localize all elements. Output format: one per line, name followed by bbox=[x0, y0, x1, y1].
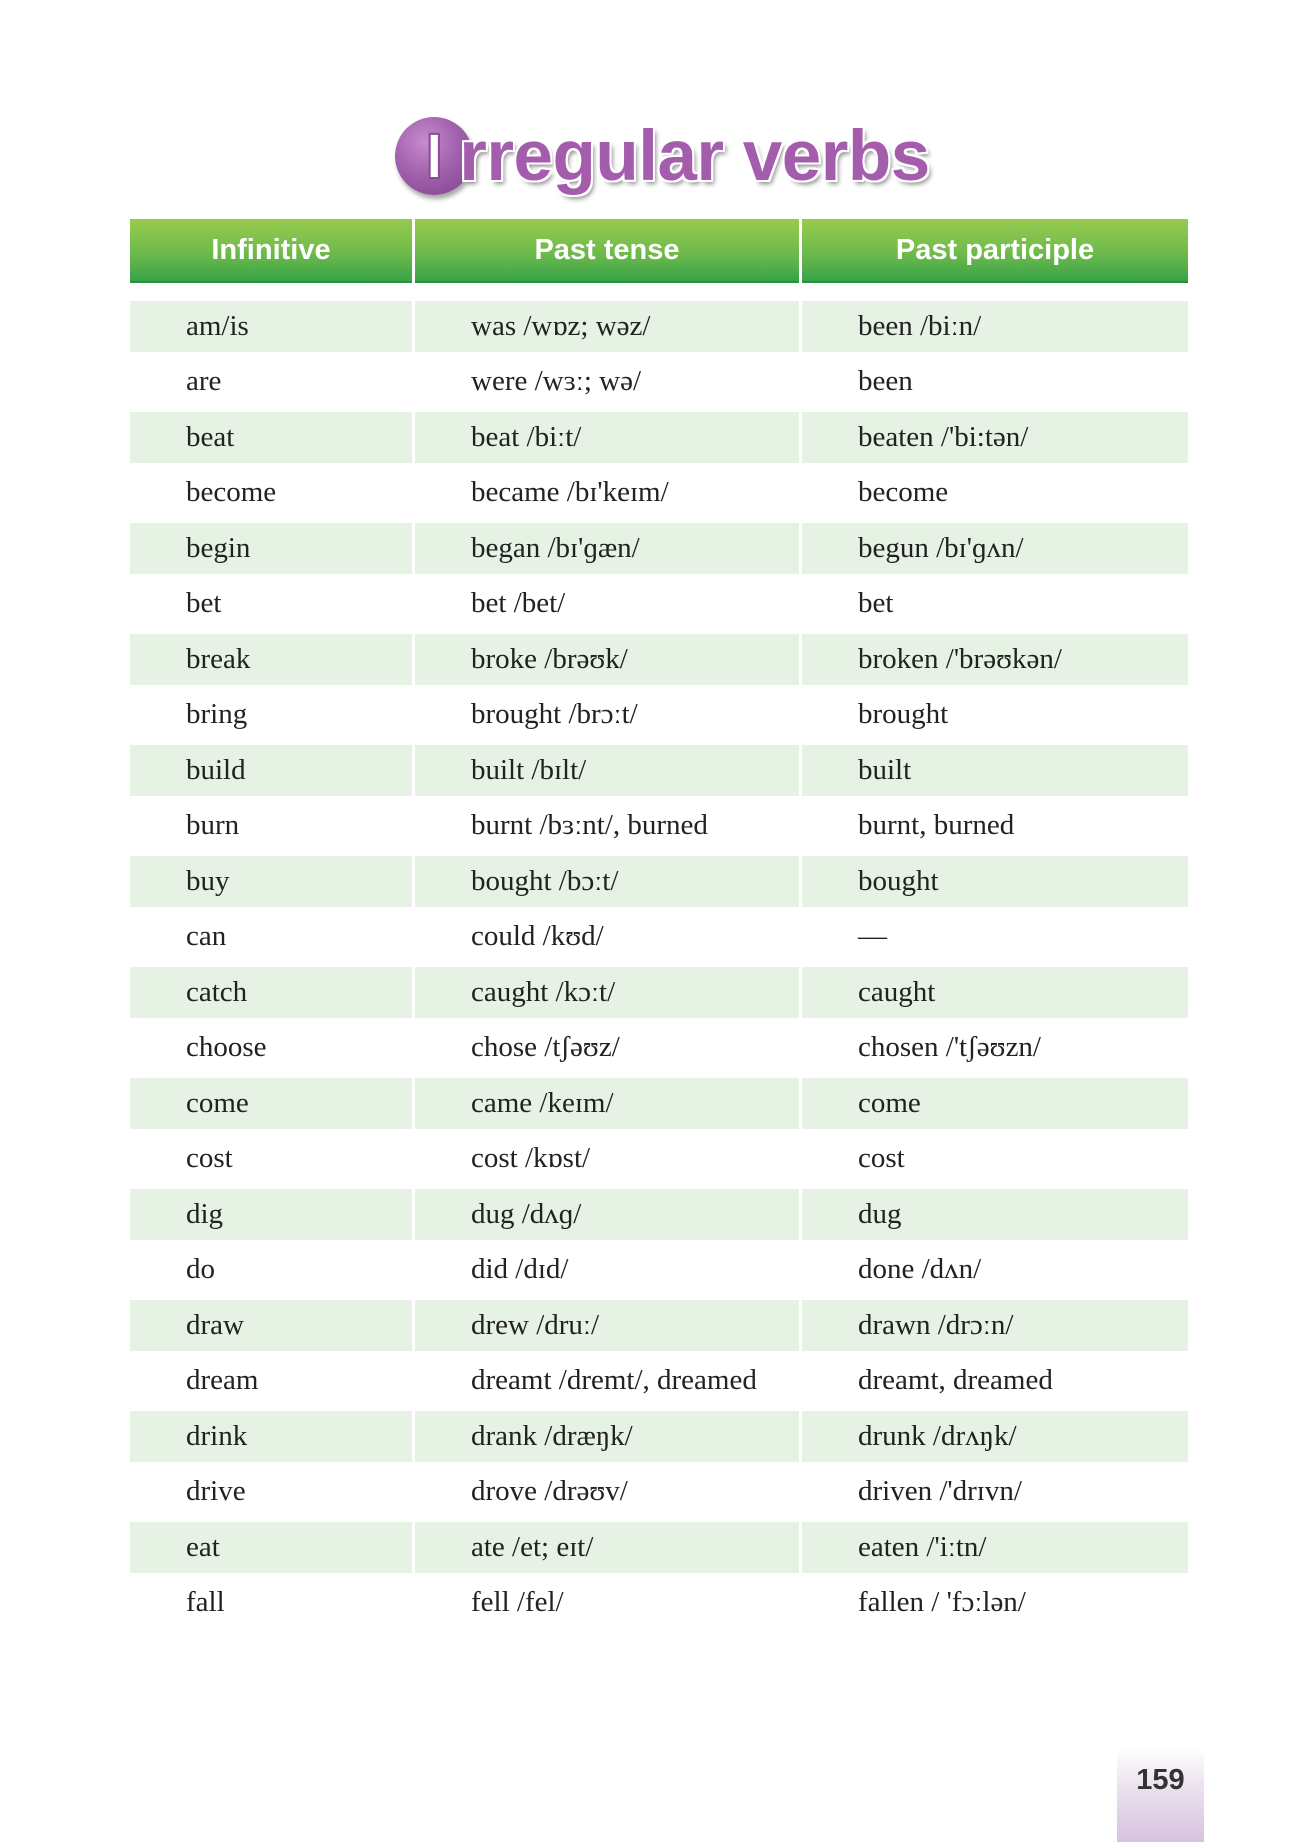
past-tense-cell: was /wɒz; wəz/ bbox=[415, 301, 799, 353]
past-participle-cell: — bbox=[858, 920, 887, 953]
infinitive-cell: become bbox=[186, 476, 277, 509]
verb-row bbox=[130, 743, 1188, 799]
past-participle-cell: brought bbox=[858, 698, 949, 731]
past-participle-cell: drunk /drʌŋk/ bbox=[802, 1411, 1188, 1463]
infinitive-cell: eat bbox=[130, 1522, 412, 1574]
infinitive-cell: break bbox=[130, 634, 412, 686]
past-participle-cell: been bbox=[858, 365, 913, 398]
past-tense-cell: brought /brɔːt/ bbox=[471, 698, 638, 731]
infinitive-cell: can bbox=[186, 920, 227, 953]
past-participle-cell: caught bbox=[802, 967, 1188, 1019]
past-tense-cell: dug /dʌɡ/ bbox=[415, 1189, 799, 1241]
past-participle-cell: fallen / 'fɔːlən/ bbox=[858, 1586, 1026, 1619]
verb-row bbox=[130, 1076, 1188, 1132]
verb-row bbox=[130, 1187, 1188, 1243]
past-tense-cell: built /bɪlt/ bbox=[415, 745, 799, 797]
table-header bbox=[130, 219, 1188, 283]
verb-row bbox=[130, 1353, 1188, 1409]
verb-row bbox=[130, 410, 1188, 466]
past-participle-cell: broken /'brəʊkən/ bbox=[802, 634, 1188, 686]
past-participle-cell: built bbox=[802, 745, 1188, 797]
past-tense-cell: did /dɪd/ bbox=[471, 1253, 569, 1286]
past-participle-cell: done /dʌn/ bbox=[858, 1253, 982, 1286]
past-tense-cell: became /bɪ'keɪm/ bbox=[471, 476, 669, 509]
past-tense-cell: cost /kɒst/ bbox=[471, 1142, 591, 1175]
infinitive-cell: drink bbox=[130, 1411, 412, 1463]
past-tense-cell: began /bɪ'ɡæn/ bbox=[415, 523, 799, 575]
past-participle-cell: eaten /'iːtn/ bbox=[802, 1522, 1188, 1574]
past-tense-cell: broke /brəʊk/ bbox=[415, 634, 799, 686]
header-past-participle: Past participle bbox=[802, 219, 1188, 283]
past-tense-cell: caught /kɔːt/ bbox=[415, 967, 799, 1019]
past-participle-cell: beaten /'bi:tən/ bbox=[802, 412, 1188, 464]
infinitive-cell: build bbox=[130, 745, 412, 797]
verb-row bbox=[130, 1242, 1188, 1298]
verb-row bbox=[130, 909, 1188, 965]
verb-row bbox=[130, 1520, 1188, 1576]
infinitive-cell: cost bbox=[186, 1142, 233, 1175]
infinitive-cell: bring bbox=[186, 698, 248, 731]
infinitive-cell: do bbox=[186, 1253, 215, 1286]
past-participle-cell: dug bbox=[802, 1189, 1188, 1241]
past-participle-cell: burnt, burned bbox=[858, 809, 1015, 842]
verb-row bbox=[130, 854, 1188, 910]
title-initial-badge: I bbox=[395, 117, 473, 195]
verb-row bbox=[130, 965, 1188, 1021]
infinitive-cell: burn bbox=[186, 809, 240, 842]
past-tense-cell: dreamt /dremt/, dreamed bbox=[471, 1364, 757, 1397]
verb-row bbox=[130, 632, 1188, 688]
infinitive-cell: buy bbox=[130, 856, 412, 908]
verb-row bbox=[130, 1409, 1188, 1465]
table-body bbox=[130, 299, 1188, 1631]
verb-row bbox=[130, 299, 1188, 355]
past-participle-cell: come bbox=[802, 1078, 1188, 1130]
header-past-tense: Past tense bbox=[415, 219, 799, 283]
past-tense-cell: drew /druː/ bbox=[415, 1300, 799, 1352]
verb-row bbox=[130, 1298, 1188, 1354]
header-infinitive: Infinitive bbox=[130, 219, 412, 283]
past-tense-cell: drove /drəʊv/ bbox=[471, 1475, 628, 1508]
past-participle-cell: driven /'drɪvn/ bbox=[858, 1475, 1022, 1508]
verb-row bbox=[130, 576, 1188, 632]
past-participle-cell: chosen /'tʃəʊzn/ bbox=[858, 1031, 1041, 1064]
infinitive-cell: are bbox=[186, 365, 222, 398]
infinitive-cell: drive bbox=[186, 1475, 246, 1508]
past-tense-cell: ate /et; eɪt/ bbox=[415, 1522, 799, 1574]
infinitive-cell: catch bbox=[130, 967, 412, 1019]
past-participle-cell: bought bbox=[802, 856, 1188, 908]
verb-row bbox=[130, 687, 1188, 743]
past-participle-cell: cost bbox=[858, 1142, 905, 1175]
title-area bbox=[0, 108, 1311, 204]
infinitive-cell: dig bbox=[130, 1189, 412, 1241]
past-tense-cell: chose /tʃəʊz/ bbox=[471, 1031, 620, 1064]
infinitive-cell: draw bbox=[130, 1300, 412, 1352]
verb-row bbox=[130, 465, 1188, 521]
verb-row bbox=[130, 1464, 1188, 1520]
past-tense-cell: could /kʊd/ bbox=[471, 920, 604, 953]
infinitive-cell: dream bbox=[186, 1364, 259, 1397]
past-tense-cell: drank /dræŋk/ bbox=[415, 1411, 799, 1463]
past-participle-cell: begun /bɪ'ɡʌn/ bbox=[802, 523, 1188, 575]
past-tense-cell: came /keɪm/ bbox=[415, 1078, 799, 1130]
past-participle-cell: bet bbox=[858, 587, 894, 620]
past-participle-cell: drawn /drɔːn/ bbox=[802, 1300, 1188, 1352]
infinitive-cell: fall bbox=[186, 1586, 225, 1619]
verb-row bbox=[130, 1131, 1188, 1187]
past-tense-cell: beat /biːt/ bbox=[415, 412, 799, 464]
verb-row bbox=[130, 1020, 1188, 1076]
infinitive-cell: begin bbox=[130, 523, 412, 575]
past-tense-cell: bet /bet/ bbox=[471, 587, 566, 620]
verb-row bbox=[130, 354, 1188, 410]
infinitive-cell: come bbox=[130, 1078, 412, 1130]
past-participle-cell: dreamt, dreamed bbox=[858, 1364, 1053, 1397]
infinitive-cell: am/is bbox=[130, 301, 412, 353]
verb-row bbox=[130, 521, 1188, 577]
verb-row bbox=[130, 1575, 1188, 1631]
infinitive-cell: choose bbox=[186, 1031, 267, 1064]
infinitive-cell: beat bbox=[130, 412, 412, 464]
past-tense-cell: were /wɜː; wə/ bbox=[471, 365, 642, 398]
irregular-verbs-table bbox=[130, 219, 1188, 1631]
past-tense-cell: burnt /bɜːnt/, burned bbox=[471, 809, 708, 842]
page-title bbox=[395, 117, 930, 195]
past-participle-cell: been /biːn/ bbox=[802, 301, 1188, 353]
past-tense-cell: fell /fel/ bbox=[471, 1586, 564, 1619]
past-participle-cell: become bbox=[858, 476, 949, 509]
past-tense-cell: bought /bɔːt/ bbox=[415, 856, 799, 908]
verb-row bbox=[130, 798, 1188, 854]
title-rest-text: rregular verbs bbox=[459, 116, 930, 196]
infinitive-cell: bet bbox=[186, 587, 222, 620]
page-number: 159 bbox=[1117, 1748, 1204, 1842]
